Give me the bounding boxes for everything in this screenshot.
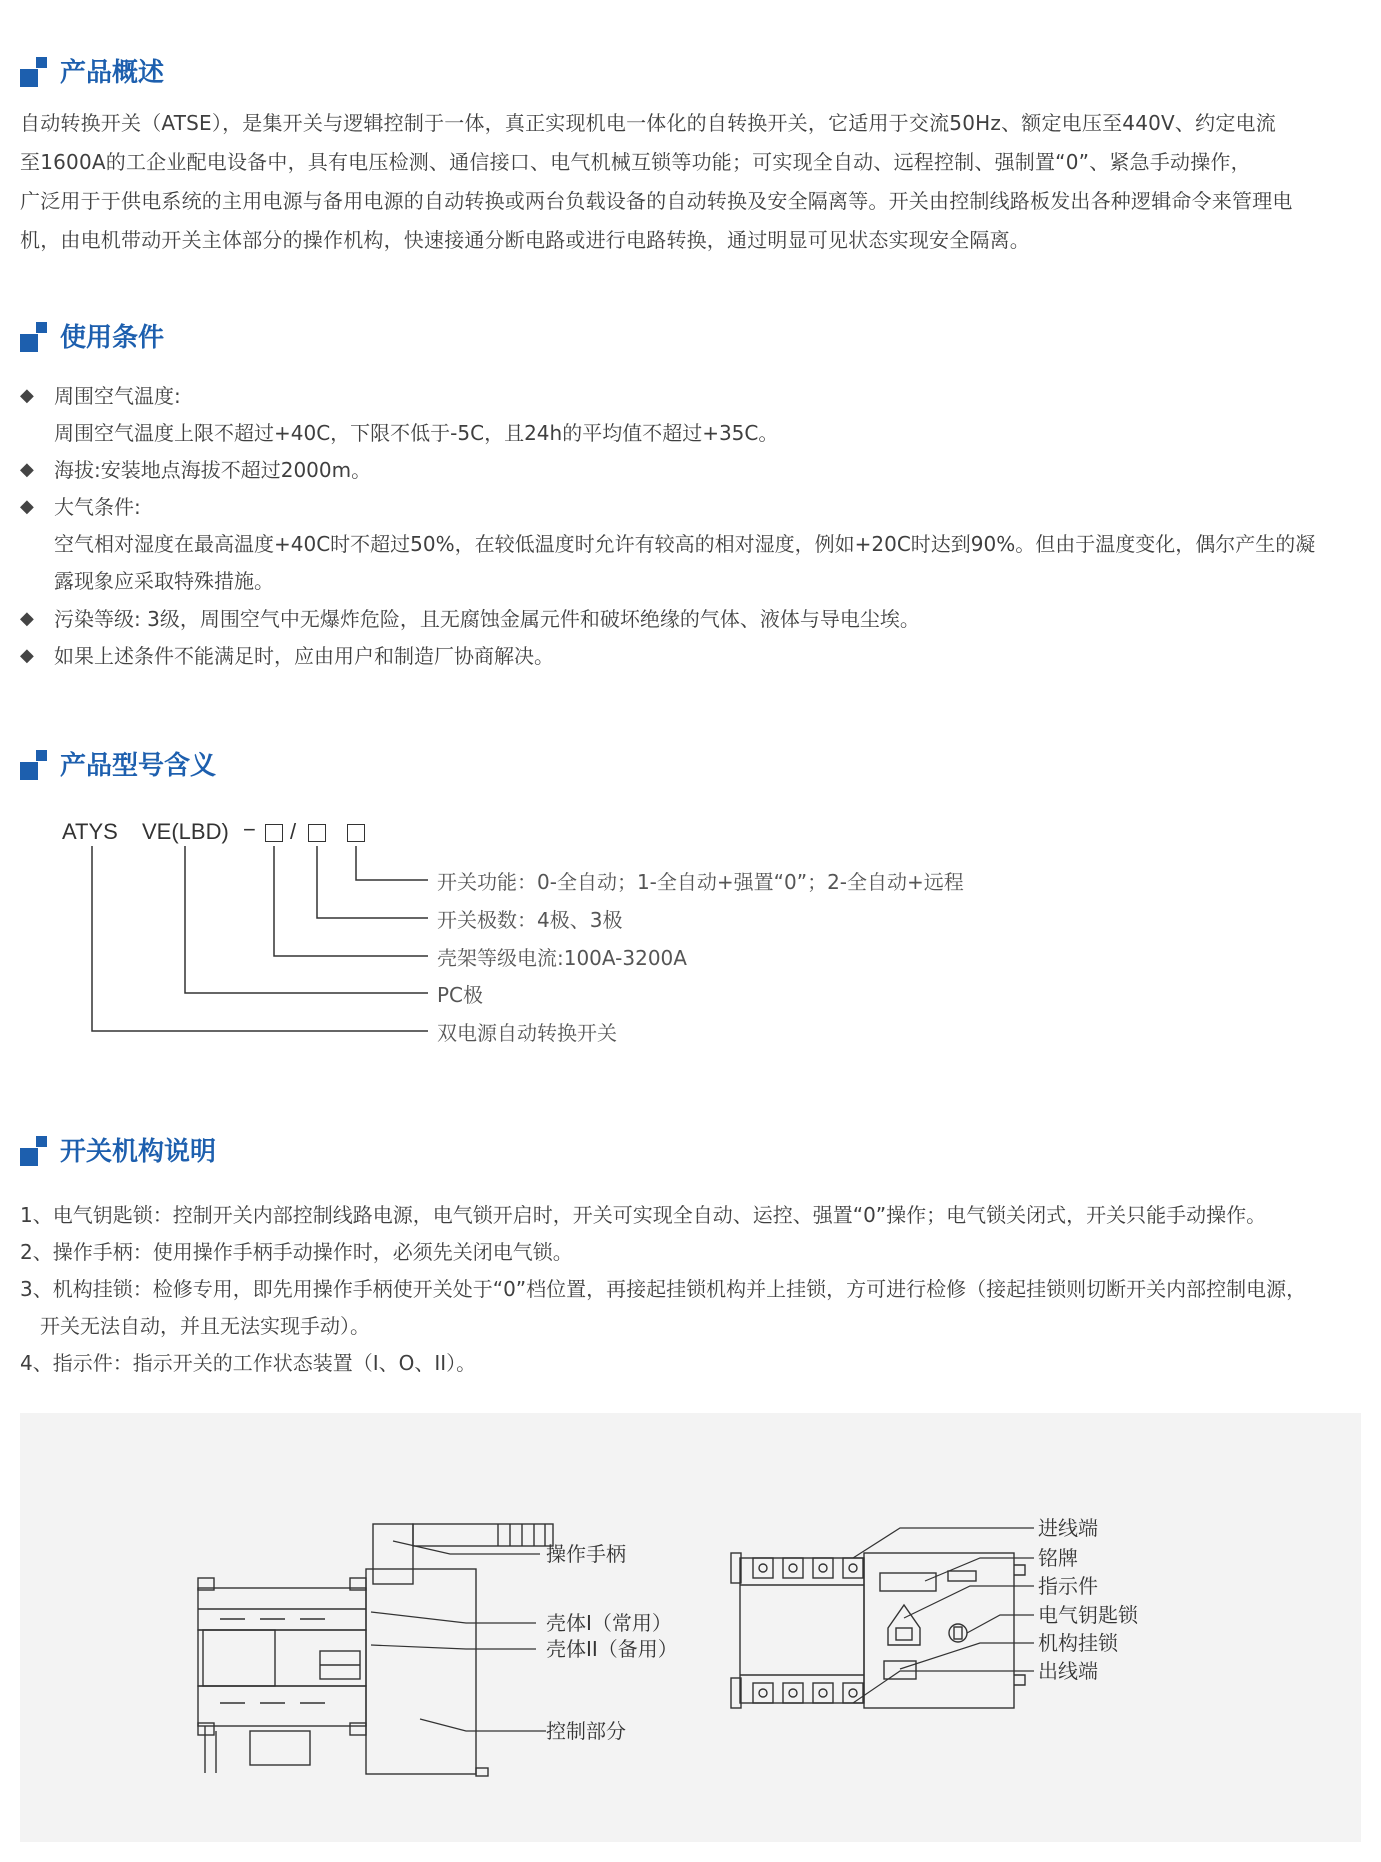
diamond-bullet-icon: ◆ — [20, 496, 34, 517]
section-square-icon — [20, 762, 38, 780]
mechanism-line: 3、机构挂锁：检修专用，即先用操作手柄使开关处于“0”档位置，再接起挂锁机构并上挂锁，方可进行检修（接起挂锁则切断开关内部控制电源， — [20, 1277, 1307, 1301]
overview-line: 自动转换开关（ATSE），是集开关与逻辑控制于一体，真正实现机电一体化的自转换开关，它适用于交流50Hz、额定电压至440V、约定电流 — [20, 111, 1276, 135]
overview-line: 广泛用于于供电系统的主用电源与备用电源的自动转换或两台负载设备的自动转换及安全隔离等。开关由控制线路板发出各种逻辑命令来管理电 — [20, 189, 1293, 213]
section-square-small-icon — [36, 1136, 47, 1147]
label-handle: 操作手柄 — [546, 1542, 626, 1566]
label-indicator: 指示件 — [1038, 1574, 1098, 1598]
model-legend-function: 开关功能：0-全自动；1-全自动+强置“0”；2-全自动+远程 — [437, 870, 964, 894]
front-view-drawing — [731, 1553, 1025, 1708]
section-square-small-icon — [36, 57, 47, 68]
shell-two-shape — [198, 1630, 366, 1686]
section-square-icon — [20, 1148, 38, 1166]
connector-current — [274, 846, 428, 956]
condition-text: 海拔:安装地点海拔不超过2000m。 — [54, 458, 372, 482]
control-box-shape — [366, 1569, 476, 1774]
indicator-shape — [888, 1605, 920, 1645]
section-square-small-icon — [36, 322, 47, 333]
condition-text: 大气条件: — [54, 495, 141, 519]
model-legend-pc: PC极 — [437, 983, 484, 1007]
right-leader-lines — [853, 1528, 1034, 1703]
mechanism-diagram — [20, 1413, 1361, 1842]
section-square-icon — [20, 69, 38, 87]
label-outgoing: 出线端 — [1038, 1659, 1098, 1683]
model-legend-current: 壳架等级电流:100A-3200A — [437, 946, 687, 970]
condition-text: 污染等级: 3级，周围空气中无爆炸危险，且无腐蚀金属元件和破坏绝缘的气体、液体与导电尘埃。 — [54, 607, 920, 631]
label-shell-one: 壳体I（常用） — [546, 1611, 672, 1635]
diamond-bullet-icon: ◆ — [20, 385, 34, 406]
label-control: 控制部分 — [546, 1719, 626, 1743]
nameplate-shape — [880, 1573, 936, 1591]
connector-function — [356, 846, 428, 880]
condition-detail: 露现象应采取特殊措施。 — [54, 569, 274, 593]
label-padlock: 机构挂锁 — [1038, 1631, 1118, 1655]
diamond-bullet-icon: ◆ — [20, 645, 34, 666]
connector-pc — [185, 846, 428, 993]
section-square-icon — [20, 334, 38, 352]
connector-poles — [317, 846, 428, 918]
section-title-overview: 产品概述 — [60, 58, 165, 88]
model-code-series: VE(LBD) — [142, 819, 229, 844]
label-nameplate: 铭牌 — [1038, 1546, 1078, 1570]
section-square-small-icon — [36, 750, 47, 761]
overview-paragraph — [20, 104, 1365, 260]
model-code-prefix: ATYS — [62, 819, 118, 844]
side-view-drawing — [198, 1524, 553, 1776]
section-title-model: 产品型号含义 — [60, 751, 217, 781]
connector-atys — [92, 846, 428, 1031]
diamond-bullet-icon: ◆ — [20, 608, 34, 629]
model-code-slash: / — [290, 819, 297, 844]
diamond-bullet-icon: ◆ — [20, 459, 34, 480]
mechanism-diagram-panel — [20, 1413, 1361, 1842]
label-shell-two: 壳体II（备用） — [546, 1637, 678, 1661]
model-connector-lines — [0, 840, 430, 1040]
condition-detail: 周围空气温度上限不超过+40C，下限不低于-5C，且24h的平均值不超过+35C。 — [54, 421, 779, 445]
section-title-conditions: 使用条件 — [60, 323, 165, 353]
mechanism-line: 2、操作手柄：使用操作手柄手动操作时，必须先关闭电气锁。 — [20, 1240, 573, 1264]
front-left-body-shape — [740, 1558, 864, 1703]
mechanism-line: 4、指示件：指示开关的工作状态装置（I、O、II）。 — [20, 1351, 477, 1375]
condition-detail: 空气相对湿度在最高温度+40C时不超过50%，在较低温度时允许有较高的相对湿度，例如+20C时达到90%。但由于温度变化，偶尔产生的凝 — [54, 532, 1316, 556]
mechanism-line: 1、电气钥匙锁：控制开关内部控制线路电源，电气锁开启时，开关可实现全自动、运控、强置“0”操作；电气锁关闭式，开关只能手动操作。 — [20, 1203, 1267, 1227]
condition-text: 周围空气温度: — [54, 384, 181, 408]
model-code-dash: − — [243, 817, 256, 842]
padlock-shape — [884, 1661, 916, 1679]
handle-grip-shape — [413, 1524, 553, 1546]
condition-text: 如果上述条件不能满足时，应由用户和制造厂协商解决。 — [54, 644, 554, 668]
model-legend-poles: 开关极数：4极、3极 — [437, 908, 623, 932]
handle-body-shape — [373, 1524, 413, 1584]
section-title-mechanism: 开关机构说明 — [60, 1137, 217, 1167]
label-incoming: 进线端 — [1038, 1516, 1098, 1540]
front-right-body-shape — [864, 1553, 1014, 1708]
overview-line: 至1600A的工企业配电设备中，具有电压检测、通信接口、电气机械互锁等功能；可实现全自动、远程控制、强制置“0”、紧急手动操作， — [20, 150, 1251, 174]
overview-line: 机，由电机带动开关主体部分的操作机构，快速接通分断电路或进行电路转换，通过明显可见状态实现安全隔离。 — [20, 228, 1030, 252]
mechanism-line: 开关无法自动，并且无法实现手动）。 — [20, 1314, 370, 1338]
model-legend-atys: 双电源自动转换开关 — [437, 1021, 617, 1045]
label-key-lock: 电气钥匙锁 — [1038, 1603, 1138, 1627]
